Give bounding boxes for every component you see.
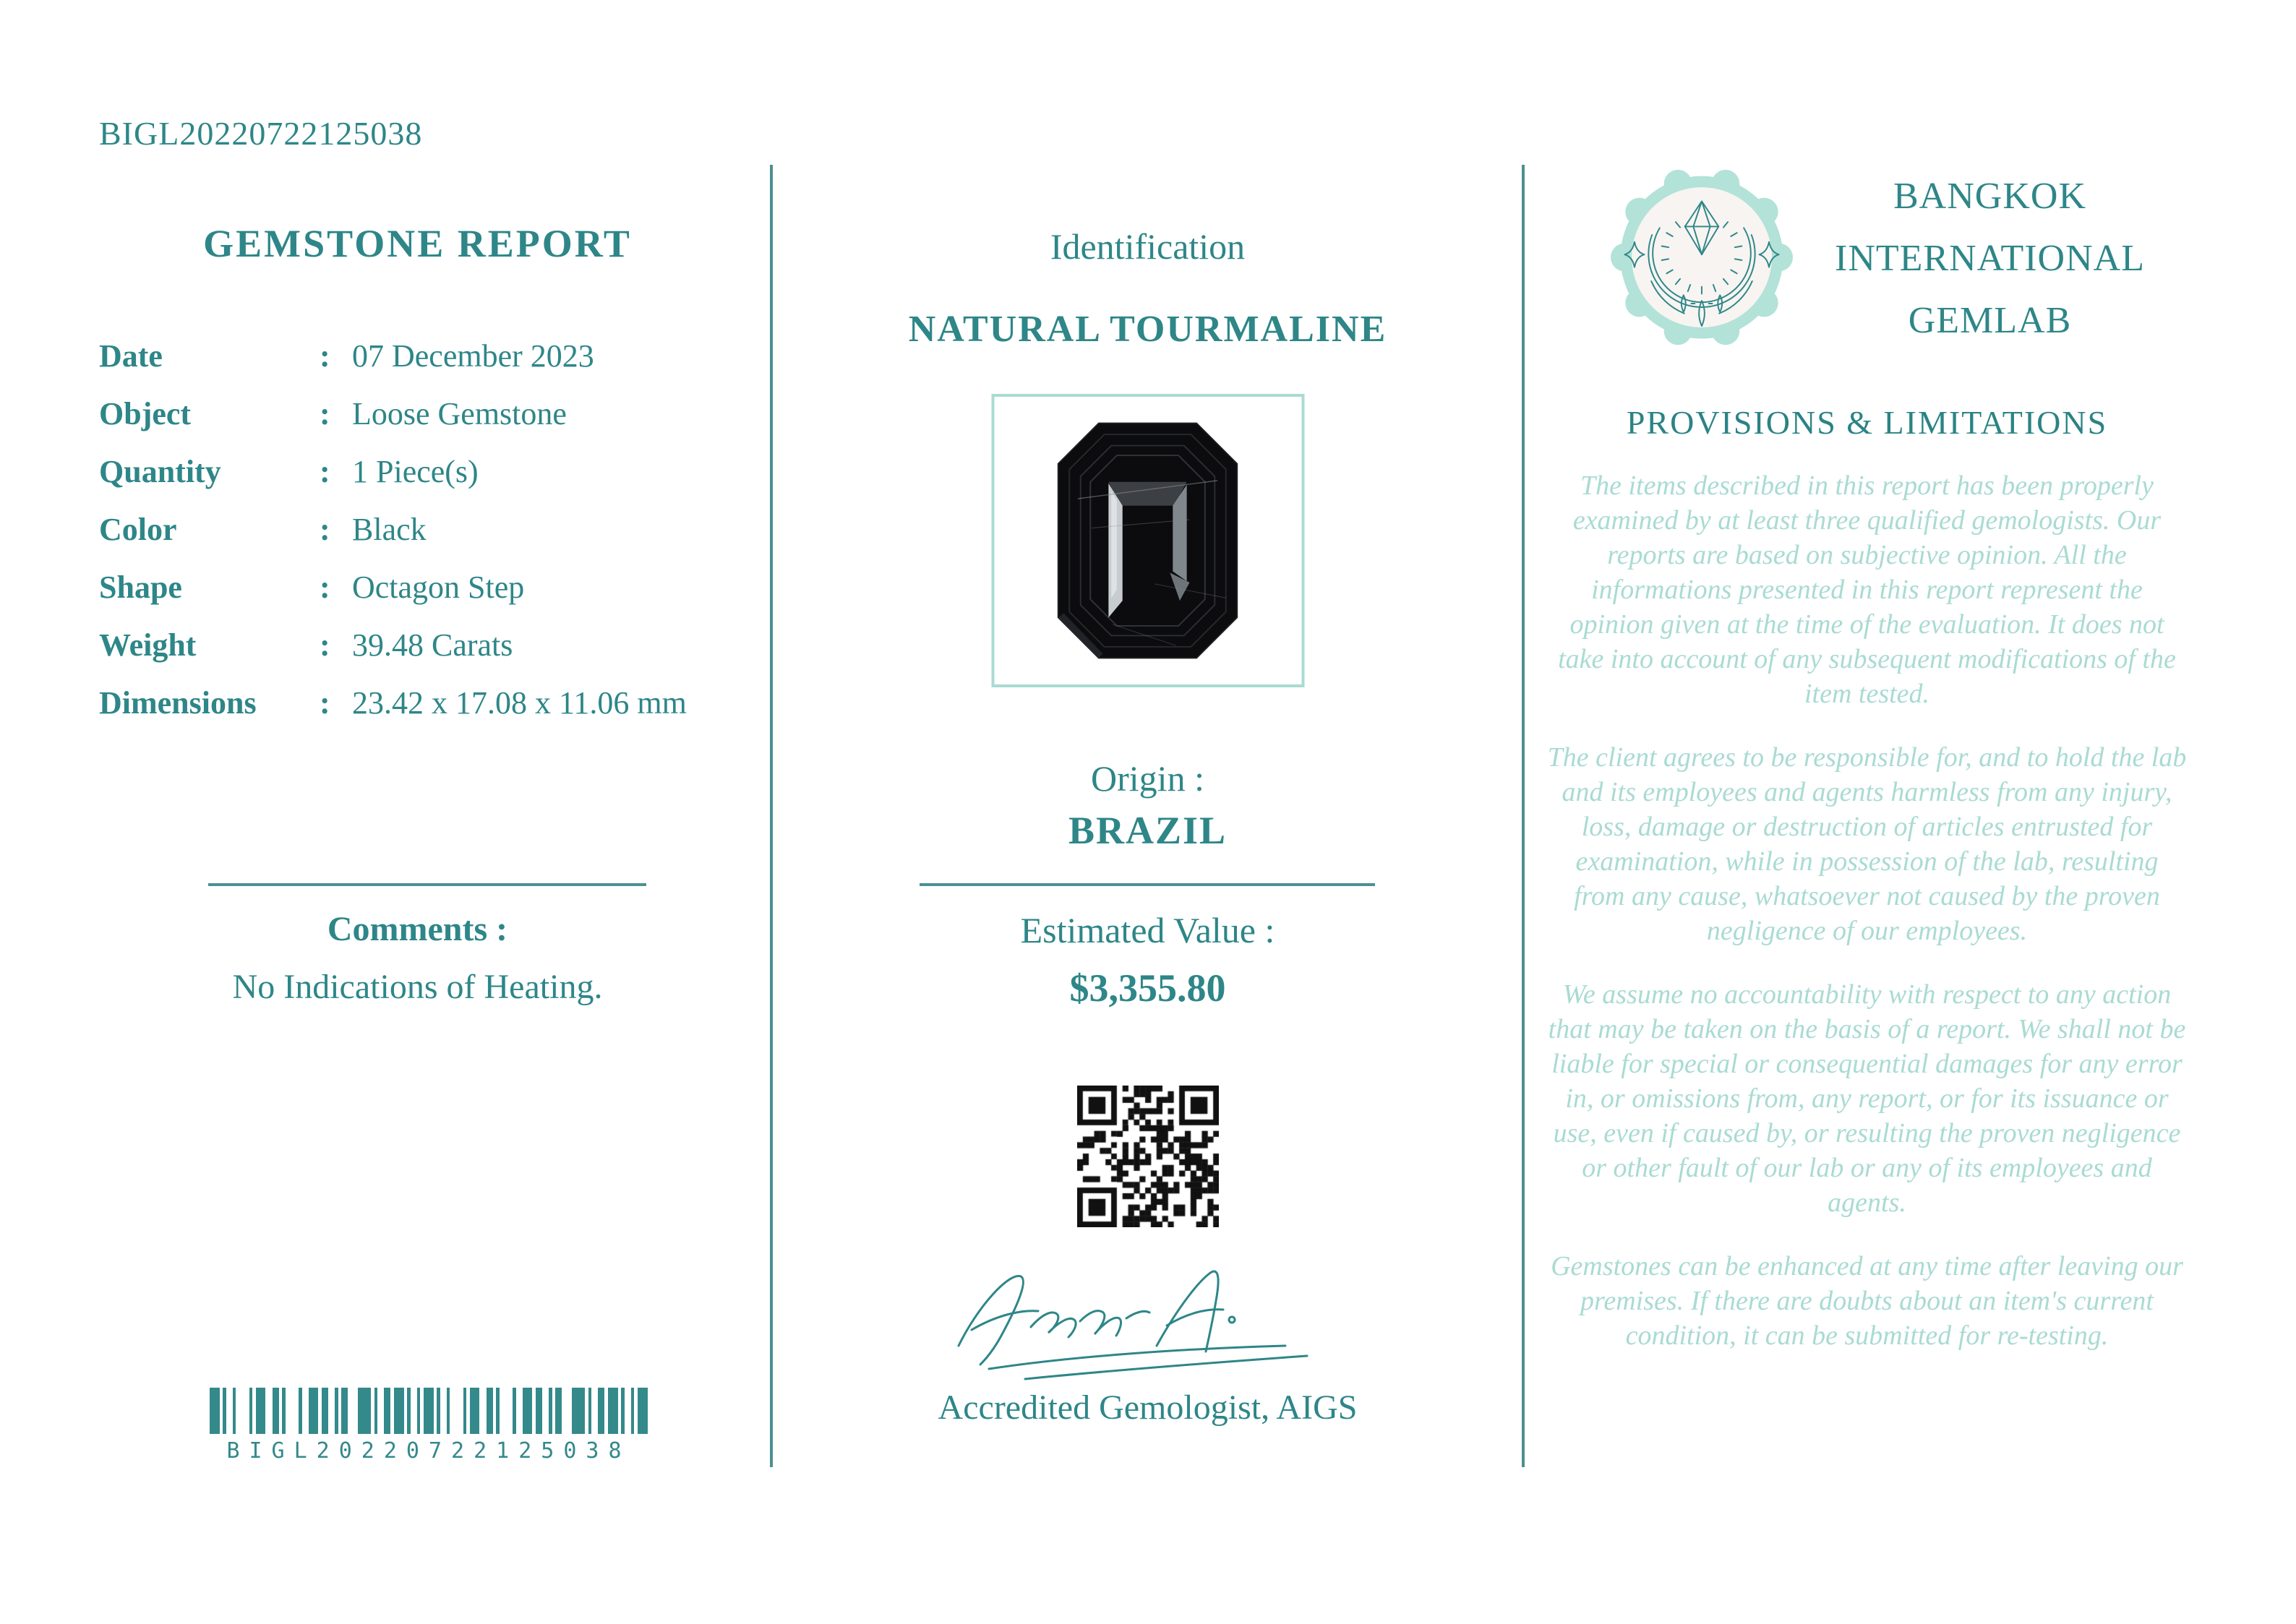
field-colon: :	[320, 454, 330, 489]
barcode-bars	[210, 1388, 648, 1434]
field-colon: :	[320, 627, 330, 663]
field-label: Dimensions	[99, 685, 257, 721]
field-row-color	[99, 513, 739, 546]
gemstone-photo-frame	[991, 394, 1304, 687]
field-row-weight	[99, 629, 739, 662]
field-row-object	[99, 398, 739, 431]
identification-section-label: Identification	[1050, 226, 1246, 267]
lab-header	[1547, 160, 2187, 357]
barcode	[210, 1388, 648, 1464]
provision-paragraph: We assume no accountability with respect to any action that may be taken on the basis of a report. We shall not be liable for special or consequential damages for any error in, or omissions from, any report, or for its issuance or use, even if caused by, or resulting the proven negligence or other fault of our lab or any of its employees and agents.	[1548, 979, 2186, 1218]
qr-code	[1077, 1086, 1219, 1227]
lab-name-line: GEMLAB	[1908, 300, 2072, 341]
provisions-paragraphs	[1547, 468, 2187, 1382]
estimated-value-label: Estimated Value :	[1020, 910, 1275, 950]
barcode-text: BIGL20220722125038	[226, 1438, 631, 1464]
lab-logo-icon	[1611, 160, 1793, 357]
estimated-value: $3,355.80	[1069, 966, 1226, 1010]
field-value: 07 December 2023	[352, 338, 594, 374]
field-value: 39.48 Carats	[352, 627, 513, 663]
lab-name-line: INTERNATIONAL	[1835, 238, 2145, 279]
field-label: Weight	[99, 627, 197, 663]
provision-paragraph: The items described in this report has been properly examined by at least three qualified gemologists. Our reports are based on subjective opinion. All the informations presented in this report represent the opinion given at the time of the evaluation. It does not take into account of any subsequent modifications of the item tested.	[1558, 471, 2176, 709]
comments-label: Comments :	[327, 910, 508, 948]
provision-paragraph: The client agrees to be responsible for, and to hold the lab and its employees and agents harmless from any injury, loss, damage or destruction of articles entrusted for examination, while in possession of the lab, resulting from any cause, whatsoever not caused by the proven negligence of our employees.	[1547, 742, 2187, 946]
lab-provisions-column	[1547, 0, 2187, 1624]
column-divider-right	[1522, 165, 1525, 1467]
field-label: Date	[99, 338, 163, 374]
signature	[946, 1237, 1350, 1389]
origin-value: BRAZIL	[1068, 809, 1228, 852]
comments-value: No Indications of Heating.	[232, 968, 603, 1006]
field-value: Octagon Step	[352, 570, 525, 605]
provision-paragraph: Gemstones can be enhanced at any time after leaving our premises. If there are doubts about an item's current condition, it can be submitted for re-testing.	[1551, 1251, 2183, 1351]
field-label: Shape	[99, 570, 182, 605]
gemstone-photo	[1046, 415, 1250, 666]
field-label: Quantity	[99, 454, 221, 489]
value-divider-rule	[920, 883, 1375, 886]
field-label: Color	[99, 512, 177, 547]
gem-species: NATURAL TOURMALINE	[908, 309, 1387, 350]
provisions-title: PROVISIONS & LIMITATIONS	[1626, 404, 2108, 441]
field-row-dimensions	[99, 687, 739, 720]
field-colon: :	[320, 570, 330, 605]
identification-column	[774, 0, 1522, 1624]
origin-label: Origin :	[1091, 758, 1204, 799]
field-label: Object	[99, 396, 192, 431]
field-value: Black	[352, 512, 427, 547]
field-row-quantity	[99, 455, 739, 489]
column-divider-left	[770, 165, 773, 1467]
lab-name-line: BANGKOK	[1893, 176, 2086, 217]
lab-name	[1793, 166, 2187, 352]
gemologist-credential-line: Accredited Gemologist, AIGS	[938, 1388, 1358, 1427]
report-number: BIGL20220722125038	[99, 115, 423, 152]
field-value: 23.42 x 17.08 x 11.06 mm	[352, 685, 687, 721]
field-row-date	[99, 340, 739, 373]
comments-divider-rule	[208, 883, 646, 886]
report-details-column	[98, 0, 737, 1624]
field-colon: :	[320, 338, 330, 374]
field-value: Loose Gemstone	[352, 396, 567, 431]
field-row-shape	[99, 571, 739, 604]
field-colon: :	[320, 512, 330, 547]
field-colon: :	[320, 685, 330, 721]
page-title: GEMSTONE REPORT	[203, 222, 632, 265]
report-fields-table	[99, 340, 739, 744]
field-value: 1 Piece(s)	[352, 454, 479, 489]
field-colon: :	[320, 396, 330, 431]
